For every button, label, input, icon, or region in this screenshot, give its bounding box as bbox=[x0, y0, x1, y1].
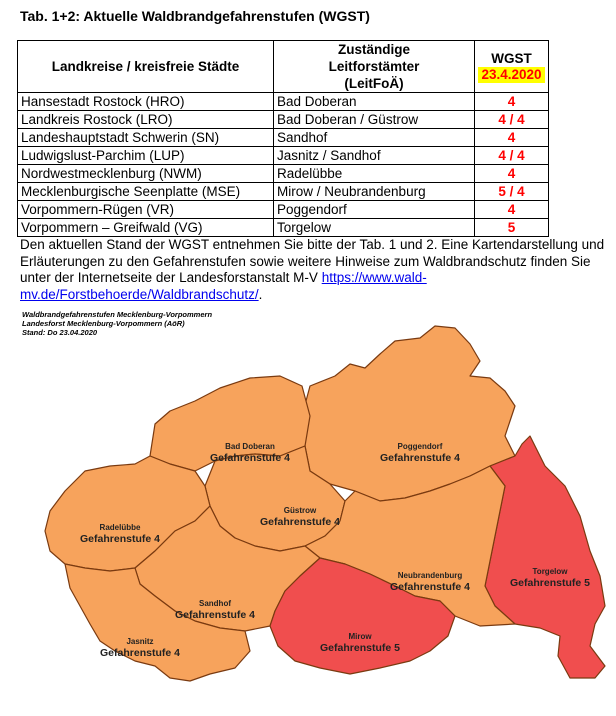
map-region-level: Gefahrenstufe 4 bbox=[80, 533, 160, 545]
cell-office: Jasnitz / Sandhof bbox=[274, 147, 475, 165]
map-region-name: Bad Doberan bbox=[225, 442, 275, 451]
cell-district: Vorpommern – Greifwald (VG) bbox=[18, 219, 274, 237]
cell-wgst: 4 / 4 bbox=[475, 147, 549, 165]
map-region-name: Mirow bbox=[348, 632, 372, 641]
cell-office: Bad Doberan / Güstrow bbox=[274, 111, 475, 129]
map-region-level: Gefahrenstufe 4 bbox=[175, 609, 255, 621]
table-row bbox=[18, 93, 549, 111]
map-region-level: Gefahrenstufe 4 bbox=[390, 581, 470, 593]
cell-district: Landeshauptstadt Schwerin (SN) bbox=[18, 129, 274, 147]
table-row bbox=[18, 147, 549, 165]
map-region-name: Radelübbe bbox=[99, 523, 141, 532]
table-row bbox=[18, 165, 549, 183]
map-region-name: Jasnitz bbox=[126, 637, 154, 646]
info-paragraph bbox=[20, 237, 610, 303]
fire-danger-map bbox=[10, 306, 610, 711]
info-text: Den aktuellen Stand der WGST entnehmen Sie bitte der Tab. 1 und 2. Eine Kartendarstellung und Erläuterungen zu den Gefahrenstufen sowie weitere Hinweise zum Waldbrandschutz finden Sie unter der Internetseite der Landesforstanstalt M-V bbox=[20, 237, 605, 285]
map-region-level: Gefahrenstufe 4 bbox=[100, 647, 180, 659]
table-row bbox=[18, 111, 549, 129]
map-region-name: Poggendorf bbox=[397, 442, 443, 451]
cell-office: Sandhof bbox=[274, 129, 475, 147]
header-office-label: Zuständige Leitforstämter (LeitFoÄ) bbox=[328, 42, 420, 91]
header-office bbox=[274, 41, 475, 93]
cell-wgst: 5 / 4 bbox=[475, 183, 549, 201]
map-region-name: Sandhof bbox=[199, 599, 231, 608]
cell-district: Nordwestmecklenburg (NWM) bbox=[18, 165, 274, 183]
map-region-level: Gefahrenstufe 4 bbox=[380, 452, 460, 464]
cell-office: Mirow / Neubrandenburg bbox=[274, 183, 475, 201]
cell-office: Radelübbe bbox=[274, 165, 475, 183]
map-region-name: Neubrandenburg bbox=[397, 571, 463, 580]
cell-wgst: 4 bbox=[475, 93, 549, 111]
map-svg bbox=[10, 306, 610, 711]
table-row bbox=[18, 201, 549, 219]
map-region-level: Gefahrenstufe 4 bbox=[210, 452, 290, 464]
header-district: Landkreise / kreisfreie Städte bbox=[18, 41, 274, 93]
waldbrandschutz-link[interactable]: https://www.wald-mv.de/Forstbehoerde/Waldbrandschutz/ bbox=[20, 270, 427, 302]
map-region-level: Gefahrenstufe 4 bbox=[260, 516, 340, 528]
map-caption-line: Stand: Do 23.04.2020 bbox=[22, 328, 98, 337]
info-end: . bbox=[258, 286, 263, 302]
header-date: 23.4.2020 bbox=[478, 67, 545, 83]
map-region-level: Gefahrenstufe 5 bbox=[320, 642, 400, 654]
cell-district: Mecklenburgische Seenplatte (MSE) bbox=[18, 183, 274, 201]
table-row bbox=[18, 183, 549, 201]
header-wgst-label: WGST bbox=[491, 51, 532, 66]
cell-district: Landkreis Rostock (LRO) bbox=[18, 111, 274, 129]
cell-wgst: 4 bbox=[475, 165, 549, 183]
cell-district: Vorpommern-Rügen (VR) bbox=[18, 201, 274, 219]
map-region-level: Gefahrenstufe 5 bbox=[510, 577, 590, 589]
table-row bbox=[18, 129, 549, 147]
map-caption-line: Waldbrandgefahrenstufen Mecklenburg-Vorpommern bbox=[22, 310, 213, 319]
wgst-table bbox=[17, 40, 549, 237]
table-row bbox=[18, 219, 549, 237]
map-caption-line: Landesforst Mecklenburg-Vorpommern (AöR) bbox=[22, 319, 185, 328]
map-region-name: Torgelow bbox=[532, 567, 568, 576]
cell-wgst: 4 bbox=[475, 129, 549, 147]
map-region-name: Güstrow bbox=[283, 506, 317, 515]
map-caption bbox=[22, 310, 212, 337]
cell-wgst: 5 bbox=[475, 219, 549, 237]
cell-office: Torgelow bbox=[274, 219, 475, 237]
cell-office: Poggendorf bbox=[274, 201, 475, 219]
cell-district: Ludwigslust-Parchim (LUP) bbox=[18, 147, 274, 165]
cell-wgst: 4 bbox=[475, 201, 549, 219]
cell-district: Hansestadt Rostock (HRO) bbox=[18, 93, 274, 111]
cell-wgst: 4 / 4 bbox=[475, 111, 549, 129]
header-wgst bbox=[475, 41, 549, 93]
page-title: Tab. 1+2: Aktuelle Waldbrandgefahrenstufen (WGST) bbox=[20, 8, 370, 24]
table-header-row bbox=[18, 41, 549, 93]
region-torgelow bbox=[485, 436, 605, 678]
cell-office: Bad Doberan bbox=[274, 93, 475, 111]
